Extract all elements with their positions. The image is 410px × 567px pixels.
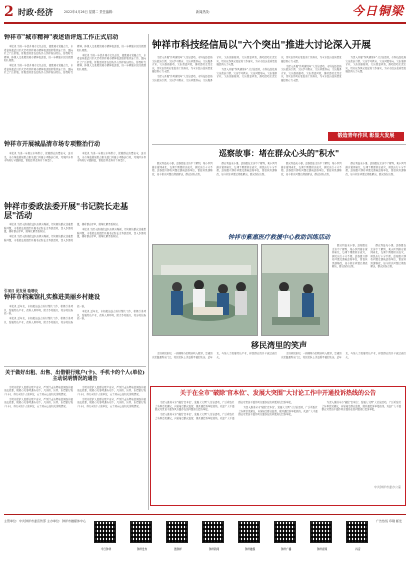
page-number: 2 [4,4,14,20]
article-2-title: 钟祥市开展城晶清市场专项整治行动 [4,141,101,148]
qr-code-strip [92,519,374,559]
qr-label: 钟祥视频 [316,548,328,551]
footer [4,514,406,564]
newspaper-logo: 今日铜梁 [351,4,404,18]
news-photo [152,244,258,336]
notice-box [150,386,406,506]
qr-code-icon[interactable] [274,521,296,543]
article-5-body: 为切实保护人民群众财产安全，严厉打击治理电信网络诈骗违法犯罪，现就有关事项通告如下。凡出租、出售、出借银行账户(卡)、手机卡的个人和单位，应主动向公安机关说明情况。 为切实保护人民群众财产安全，严厉打击治理电信网络诈骗违法犯罪，现就有关事项通告如下。凡出租、出售、出借银行账户(卡)、手机卡的个人和单位，应主动向公安机关说明情况。 为切实保护人民群众财产安全，严厉打击治理电信网络诈骗违法犯罪，现就有关事项通告如下。凡出租、出售、出借银行账户(卡)、手机卡的个人和单位，应主动向公安机关说明情况。 为切实保护人民群众财产安全，严厉打击治理电信网络诈骗违法犯罪，现就有关事项通告如下。凡出租、出售、出借银行账户(卡)、手机卡的个人和单位，应主动向公安机关说明情况。 [4,385,146,408]
qr-label: 抖音 [355,548,361,551]
qr-code-icon[interactable] [94,521,116,543]
article-4-kicker: 引项目 促发展 稳增收 [4,289,38,293]
article-5-title: 关于做好出租、出售、出借银行账户(卡)、手机卡的个人(单位)主动说明情况的通告 [5,369,145,382]
story2-body: 群众利益无小事。巡察组在走访中了解到，某小区因排水管网老化，每逢下雨便积水成灾，居民出行十分不便。巡察组立即将问题反馈被巡察单位，督促其迅速整改，如今积水问题已彻底解决，群众纷纷点赞。 群众利益无小事。巡察组在走访中了解到，某小区因排水管网老化，每逢下雨便积水成灾，居民出行十分不便。巡察组立即将问题反馈被巡察单位，督促其迅速整改，如今积水问题已彻底解决，群众纷纷点赞。 群众利益无小事。巡察组在走访中了解到，某小区因排水管网老化，每逢下雨便积水成灾，居民出行十分不便。巡察组立即将问题反馈被巡察单位，督促其迅速整改，如今积水问题已彻底解决，群众纷纷点赞。 群众利益无小事。巡察组在走访中了解到，某小区因排水管网老化，每逢下雨便积水成灾，居民出行十分不便。巡察组立即将问题反馈被巡察单位，督促其迅速整改，如今积水问题已彻底解决，群众纷纷点赞。 [152,162,406,176]
qr-label: 钟祥发布 [136,548,148,551]
qr-label: 今日钟祥 [100,548,112,551]
photo-side-body: 群众利益无小事。巡察组在走访中了解到，某小区因排水管网老化，每逢下雨便积水成灾，居民出行十分不便。巡察组立即将问题反馈被巡察单位，督促其迅速整改，如今积水问题已彻底解决，群众纷纷点赞。 群众利益无小事。巡察组在走访中了解到，某小区因排水管网老化，每逢下雨便积水成灾，居民出行十分不便。巡察组立即将问题反馈被巡察单位，督促其迅速整改，如今积水问题已彻底解决，群众纷纷点赞。 [332,244,406,268]
header-rule [4,22,406,24]
news-photo-2 [261,244,329,336]
section-divider [4,366,146,367]
left-column [4,34,146,510]
notice-body: 为深入推进全市"破除'官本位'、发展大突围"大讨论活动，广泛听取社会各界意见建议，自觉接受群众监督，现开通投诉举报热线。欢迎广大干部群众对党员干部作风方面存在的问题进行投诉举报。 为深入推进全市"破除'官本位'、发展大突围"大讨论活动，广泛听取社会各界意见建议，自觉接受群众监督，现开通投诉举报热线。欢迎广大干部群众对党员干部作风方面存在的问题进行投诉举报。 为深入推进全市"破除'官本位'、发展大突围"大讨论活动，广泛听取社会各界意见建议，自觉接受群众监督，现开通投诉举报热线。欢迎广大干部群众对党员干部作风方面存在的问题进行投诉举报。 为深入推进全市"破除'官本位'、发展大突围"大讨论活动，广泛听取社会各界意见建议，自觉接受群众监督，现开通投诉举报热线。欢迎广大干部群众对党员干部作风方面存在的问题进行投诉举报。 [155,401,401,420]
qr-code-icon[interactable] [166,521,188,543]
article-3-body: 本报讯 为深入推进政法队伍教育整顿，切实解决群众急难愁盼问题，市委政法委组织开展书记院长走基层活动，深入乡镇村组，倾听群众呼声，现场化解矛盾纠纷。 本报讯 为深入推进政法队伍教育整顿，切实解决群众急难愁盼问题，市委政法委组织开展书记院长走基层活动，深入乡镇村组，倾听群众呼声，现场化解矛盾纠纷。 本报讯 为深入推进政法队伍教育整顿，切实解决群众急难愁盼问题，市委政法委组织开展书记院长走基层活动，深入乡镇村组，倾听群众呼声，现场化解矛盾纠纷。 [4,223,146,242]
masthead [0,0,410,24]
issue-date: 2022年4月26日 星期二 责任编辑： [64,10,116,14]
story3-body: 走进移民新村，一排排整齐的楼房映入眼帘，宽阔的水泥路通到家门口，村民们脸上洋溢着幸福的笑容。近年来，当地大力发展特色产业，移民群众的日子越过越红火。 走进移民新村，一排排整齐的楼房映入眼帘，宽阔的水泥路通到家门口，村民们脸上洋溢着幸福的笑容。近年来，当地大力发展特色产业，移民群众的日子越过越红火。 [152,352,406,359]
training-photo-image [153,245,258,336]
hotline: 新闻热线： [196,10,212,14]
qr-label: 钟祥广播 [280,548,292,551]
notice-title: 关于在全市"破除'官本位'、发展大突围"大讨论工作中开通投诉热线的公告 [180,390,376,397]
qr-label: 钟祥融媒 [244,548,256,551]
photo-caption: 钟祥市紫惠医疗救援中心救助训练活动 [227,234,330,241]
story2-title: 巡察故事：堵在群众心头的"积水" [218,148,340,158]
footer-contact: 广告热线 印刷 邮发 [376,519,402,523]
article-3-title: 钟祥市委政法委开展"书记院长走基层"活动 [4,201,129,220]
column-divider [148,34,149,510]
qr-label: 钟祥新闻 [208,548,220,551]
qr-code-icon[interactable] [310,521,332,543]
qr-code-icon[interactable] [346,521,368,543]
article-1-title: 钟祥市"城市精神"表述语评选工作正式启动 [4,34,119,41]
divider [152,144,406,145]
qr-label: 微钟祥 [174,548,182,551]
article-4-title: 钟祥市档案馆扎实推进美丽乡村建设 [4,294,101,301]
article-4-body: 本报讯 近年来，市档案馆结合驻村帮扶工作，积极引进项目，发展特色产业，改善人居环境，助力乡村振兴，村容村貌焕然一新。 本报讯 近年来，市档案馆结合驻村帮扶工作，积极引进项目，发展特色产业，改善人居环境，助力乡村振兴，村容村貌焕然一新。 本报讯 近年来，市档案馆结合驻村帮扶工作，积极引进项目，发展特色产业，改善人居环境，助力乡村振兴，村容村貌焕然一新。 [4,305,146,324]
article-1-body: 本报讯 为进一步提升城市文化品位，凝聚城市发展合力，市委宣传部近日正式启动钟祥城市精神表述语征集评选工作，面向社会广泛征集。征集活动旨在提炼具有钟祥地域特色、彰显时代精神、体现人文底蕴的城市精神表述语，进一步增强市民归属感和认同感。 本报讯 为进一步提升城市文化品位，凝聚城市发展合力，市委宣传部近日正式启动钟祥城市精神表述语征集评选工作，面向社会广泛征集。征集活动旨在提炼具有钟祥地域特色、彰显时代精神、体现人文底蕴的城市精神表述语，进一步增强市民归属感和认同感。 本报讯 为进一步提升城市文化品位，凝聚城市发展合力，市委宣传部近日正式启动钟祥城市精神表述语征集评选工作，面向社会广泛征集。征集活动旨在提炼具有钟祥地域特色、彰显时代精神、体现人文底蕴的城市精神表述语，进一步增强市民归属感和认同感。 [4,45,146,74]
article-2-body: 本报讯 为进一步规范市场秩序，保障群众消费安全，连日来，市市场监管局联合相关部门开展专项整治行动，对城区各类市场进行全面排查，督促经营者落实主体责任。 本报讯 为进一步规范市场秩序，保障群众消费安全，连日来，市市场监管局联合相关部门开展专项整治行动，对城区各类市场进行全面排查，督促经营者落实主体责任。 [4,152,146,162]
qr-code-icon[interactable] [238,521,260,543]
lead-headline: 钟祥市科技经信局以"六个突出"推进大讨论深入开展 [152,40,371,51]
footer-publisher: 主管单位：中共钟祥市委宣传部 主办单位：钟祥市融媒体中心 [4,519,86,523]
story3-title: 移民湾里的笑声 [251,340,307,350]
training-photo-image-2 [262,245,329,336]
lead-banner: 锻造青年作风 彰显大发展 [328,132,404,141]
section-title: 时政·经济 [18,8,54,17]
lead-body: 为深入开展"作风建设年"大讨论活动，市科技经信局突出政治引领、突出学习教育、突出问题导向、突出服务企业、突出创新驱动、突出督查问效，推动活动走深走实，切实以作风转变促进工作落实，为全市经济高质量发展提供有力支撑。 为深入开展"作风建设年"大讨论活动，市科技经信局突出政治引领、突出学习教育、突出问题导向、突出服务企业、突出创新驱动、突出督查问效，推动活动走深走实，切实以作风转变促进工作落实，为全市经济高质量发展提供有力支撑。 为深入开展"作风建设年"大讨论活动，市科技经信局突出政治引领、突出学习教育、突出问题导向、突出服务企业、突出创新驱动、突出督查问效，推动活动走深走实，切实以作风转变促进工作落实，为全市经济高质量发展提供有力支撑。 为深入开展"作风建设年"大讨论活动，市科技经信局突出政治引领、突出学习教育、突出问题导向、突出服务企业、突出创新驱动、突出督查问效，推动活动走深走实，切实以作风转变促进工作落实，为全市经济高质量发展提供有力支撑。 为深入开展"作风建设年"大讨论活动，市科技经信局突出政治引领、突出学习教育、突出问题导向、突出服务企业、突出创新驱动、突出督查问效，推动活动走深走实，切实以作风转变促进工作落实，为全市经济高质量发展提供有力支撑。 [152,56,406,82]
notice-signoff: 中共钟祥市委办公室 [373,485,401,489]
qr-code-icon[interactable] [202,521,224,543]
qr-code-icon[interactable] [130,521,152,543]
